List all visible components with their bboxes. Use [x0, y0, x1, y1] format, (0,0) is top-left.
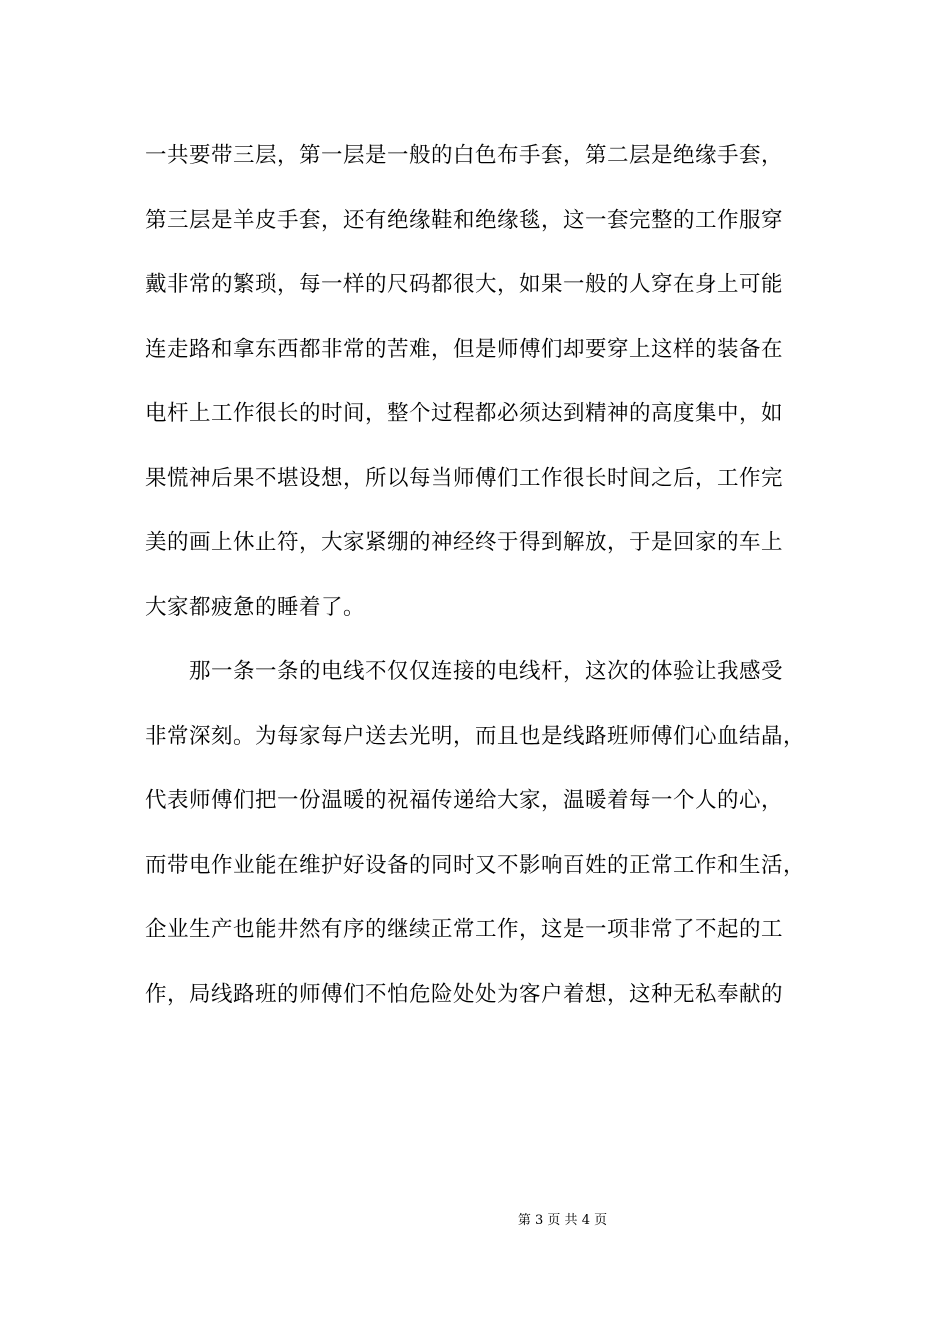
text-line: 企业生产也能井然有序的继续正常工作，这是一项非常了不起的工 — [145, 917, 784, 942]
text-line: 美的画上休止符，大家紧绷的神经终于得到解放，于是回家的车上 — [145, 530, 784, 555]
text-line: 非常深刻。为每家每户送去光明，而且也是线路班师傅们心血结晶， — [145, 723, 806, 749]
text-line: 戴非常的繁琐，每一样的尺码都很大，如果一般的人穿在身上可能 — [145, 272, 784, 297]
text-line: 第三层是羊皮手套，还有绝缘鞋和绝缘毯，这一套完整的工作服穿 — [145, 207, 784, 233]
text-line: 代表师傅们把一份温暖的祝福传递给大家，温暖着每一个人的心， — [145, 788, 784, 813]
text-line: 电杆上工作很长的时间，整个过程都必须达到精神的高度集中，如 — [145, 401, 784, 426]
page-footer — [0, 1209, 950, 1228]
text-line: 果慌神后果不堪设想，所以每当师傅们工作很长时间之后，工作完 — [145, 465, 784, 491]
page-number: 第 3 页 共 4 页 — [517, 1213, 608, 1228]
text-line: 一共要带三层，第一层是一般的白色布手套，第二层是绝缘手套， — [145, 143, 784, 168]
text-line: 连走路和拿东西都非常的苦难，但是师傅们却要穿上这样的装备在 — [145, 336, 784, 362]
body-text — [145, 124, 825, 1027]
text-line: 作，局线路班的师傅们不怕危险处处为客户着想，这种无私奉献的 — [145, 981, 784, 1007]
text-line: 那一条一条的电线不仅仅连接的电线杆，这次的体验让我感受 — [145, 659, 784, 684]
text-line: 大家都疲惫的睡着了。 — [145, 594, 366, 620]
text-line: 而带电作业能在维护好设备的同时又不影响百姓的正常工作和生活， — [145, 852, 806, 878]
